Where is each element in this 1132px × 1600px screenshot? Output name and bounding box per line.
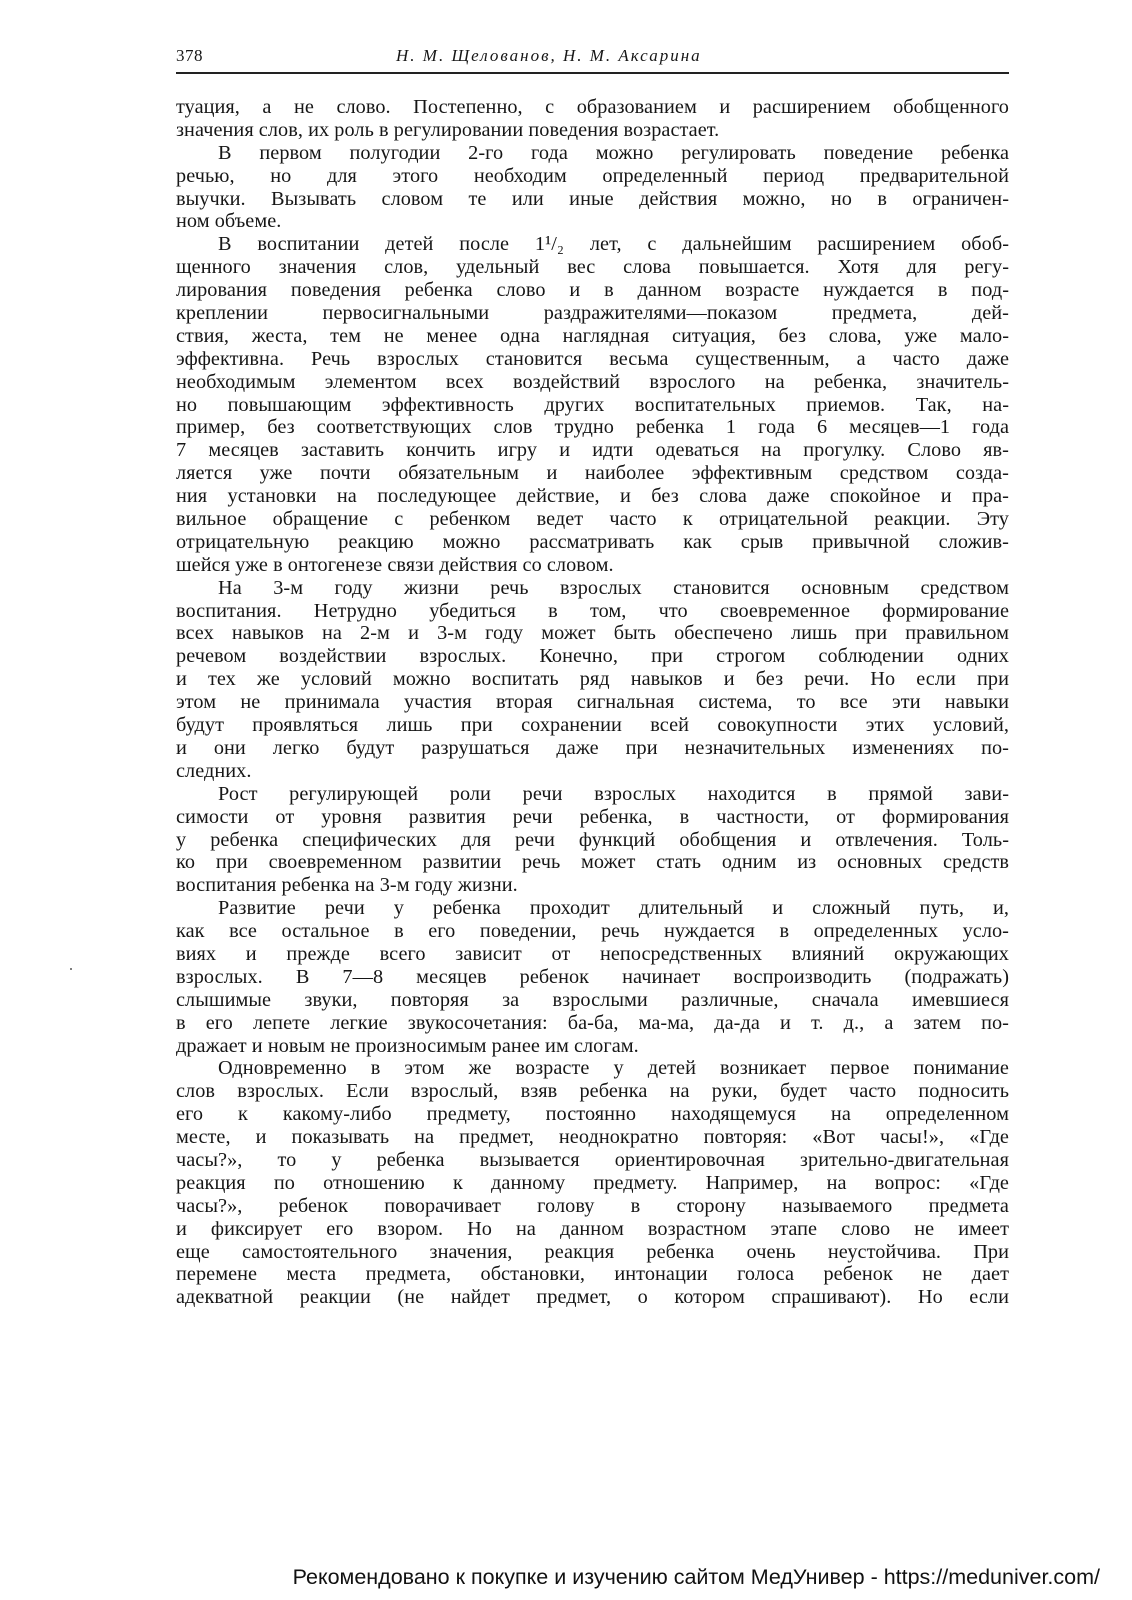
page-header [176, 44, 1009, 74]
text-line: Одновременно в этом же возрасте у детей возникает первое понимание [218, 1057, 1009, 1080]
text-line: еще самостоятельного значения, реакция ребенка очень неустойчива. При [176, 1240, 1009, 1263]
text-line: Рост регулирующей роли речи взрослых находится в прямой зави- [218, 782, 1009, 805]
text-line: воспитания. Нетрудно убедиться в том, что своевременное формирование [176, 599, 1009, 622]
text-line: В первом полугодии 2-го года можно регулировать поведение ребенка [218, 141, 1009, 164]
text-line: и тех же условий можно воспитать ряд навыков и без речи. Но если при [176, 668, 1009, 691]
text-line: необходимым элементом всех воздействий взрослого на ребенка, значитель- [176, 370, 1009, 393]
text-line: в его лепете легкие звукосочетания: ба-ба, ма-ма, да-да и т. д., а затем по- [176, 1011, 1009, 1034]
running-head: Н. М. Щелованов, Н. М. Аксарина [396, 46, 702, 65]
scan-speck [70, 968, 72, 970]
text-line: его к какому-либо предмету, постоянно находящемуся на определенном [176, 1103, 1009, 1126]
text-line: этом не принимала участия вторая сигнальная система, то все эти навыки [176, 691, 1009, 714]
text-line: слов взрослых. Если взрослый, взяв ребенка на руки, будет часто подносить [176, 1080, 1009, 1103]
text-line: В воспитании детей после 1¹/₂ лет, с дальнейшим расширением обоб- [218, 233, 1009, 256]
text-line: вильное обращение с ребенком ведет часто к отрицательной реакции. Эту [176, 508, 1009, 531]
text-line: дражает и новым не произносимым ранее им слогам. [176, 1034, 639, 1057]
footer-note[interactable]: Рекомендовано к покупке и изучению сайтом МедУнивер - https://meduniver.com/ [292, 1565, 1100, 1589]
text-line: симости от уровня развития речи ребенка, в частности, от формирования [176, 805, 1009, 828]
text-line: значения слов, их роль в регулировании поведения возрастает. [176, 118, 720, 141]
text-line: пример, без соответствующих слов трудно ребенка 1 года 6 месяцев—1 года [176, 416, 1009, 439]
text-line: ко при своевременном развитии речь может стать одним из основных средств [176, 851, 1009, 874]
text-line: адекватной реакции (не найдет предмет, о котором спрашивают). Но если [176, 1286, 1009, 1309]
text-line: креплении первосигнальными раздражителями—показом предмета, дей- [176, 302, 1009, 325]
text-line: часы?», то у ребенка вызывается ориентировочная зрительно-двигательная [176, 1148, 1009, 1171]
text-line: как все остальное в его поведении, речь нуждается в определенных усло- [176, 920, 1009, 943]
text-line: взрослых. В 7—8 месяцев ребенок начинает воспроизводить (подражать) [176, 965, 1009, 988]
text-line: слышимые звуки, повторяя за взрослыми различные, сначала имевшиеся [176, 988, 1009, 1011]
text-line: виях и прежде всего зависит от непосредственных влияний окружающих [176, 942, 1009, 965]
text-line: у ребенка специфических для речи функций обобщения и отвлечения. Толь- [176, 828, 1009, 851]
text-line: лирования поведения ребенка слово и в данном возрасте нуждается в под- [176, 279, 1009, 302]
text-line: 7 месяцев заставить кончить игру и идти одеваться на прогулку. Слово яв- [176, 439, 1009, 462]
text-line: щенного значения слов, удельный вес слова повышается. Хотя для регу- [176, 256, 1009, 279]
text-line: ном объеме. [176, 210, 282, 233]
text-line: туация, а не слово. Постепенно, с образованием и расширением обобщенного [176, 96, 1009, 118]
text-line: но повышающим эффективность других воспитательных приемов. Так, на- [176, 393, 1009, 416]
text-line: часы?», ребенок поворачивает голову в сторону называемого предмета [176, 1194, 1009, 1217]
text-line: ляется уже почти обязательным и наиболее эффективным средством созда- [176, 462, 1009, 485]
page-number: 378 [176, 46, 203, 65]
text-line: выучки. Вызывать словом те или иные действия можно, но в ограничен- [176, 187, 1009, 210]
text-line: речевом воздействии взрослых. Конечно, при строгом соблюдении одних [176, 645, 1009, 668]
text-line: шейся уже в онтогенезе связи действия со словом. [176, 553, 614, 576]
text-line: речью, но для этого необходим определенный период предварительной [176, 164, 1009, 187]
text-line: всех навыков на 2-м и 3-м году может быть обеспечено лишь при правильном [176, 622, 1009, 645]
text-line: будут проявляться лишь при сохранении всей совокупности этих условий, [176, 714, 1009, 737]
text-line: На 3-м году жизни речь взрослых становится основным средством [218, 576, 1009, 599]
text-line: реакция по отношению к данному предмету. Например, на вопрос: «Где [176, 1171, 1009, 1194]
text-line: воспитания ребенка на 3-м году жизни. [176, 874, 518, 897]
text-line: Развитие речи у ребенка проходит длительный и сложный путь, и, [218, 897, 1009, 920]
text-line: эффективна. Речь взрослых становится весьма существенным, а часто даже [176, 347, 1009, 370]
text-line: ния установки на последующее действие, и без слова даже спокойное и пра- [176, 485, 1009, 508]
body-text [176, 96, 1009, 1309]
text-line: перемене места предмета, обстановки, интонации голоса ребенок не дает [176, 1263, 1009, 1286]
text-line: месте, и показывать на предмет, неоднократно повторяя: «Вот часы!», «Где [176, 1126, 1009, 1149]
text-line: ствия, жеста, тем не менее одна наглядная ситуация, без слова, уже мало- [176, 324, 1009, 347]
text-line: и фиксирует его взором. Но на данном возрастном этапе слово не имеет [176, 1217, 1009, 1240]
text-line: и они легко будут разрушаться даже при незначительных изменениях по- [176, 736, 1009, 759]
text-line: следних. [176, 759, 252, 782]
text-line: отрицательную реакцию можно рассматривать как срыв привычной сложив- [176, 530, 1009, 553]
